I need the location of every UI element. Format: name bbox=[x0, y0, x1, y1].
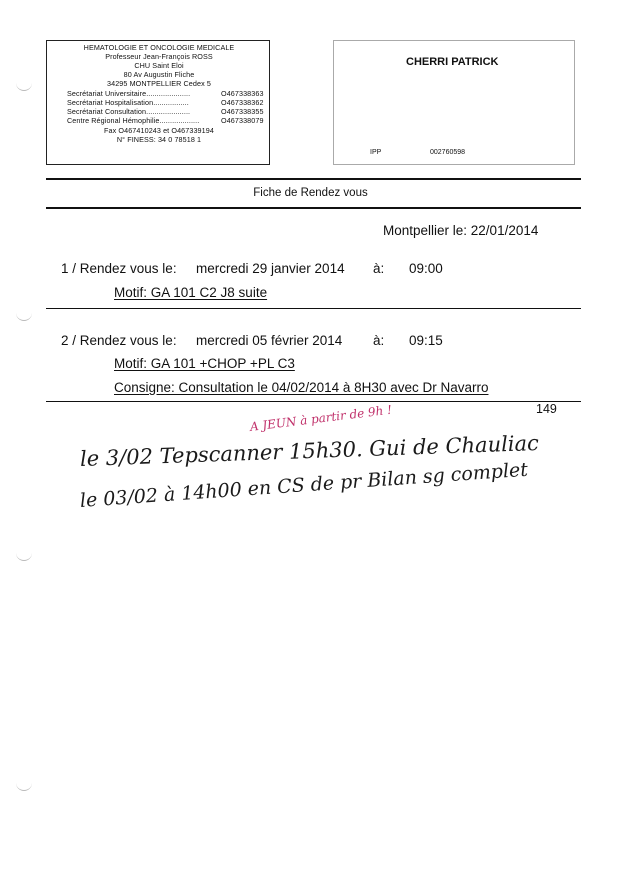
page-number: 149 bbox=[536, 402, 557, 416]
appointment-1-prefix: 1 / Rendez vous le: bbox=[61, 261, 177, 276]
appointment-divider bbox=[46, 308, 581, 309]
appointment-2-consigne: Consigne: Consultation le 04/02/2014 à 8H30 avec Dr Navarro bbox=[114, 380, 489, 395]
top-divider bbox=[46, 178, 581, 180]
patient-box bbox=[333, 40, 575, 165]
ipp-value: 002760598 bbox=[430, 149, 466, 156]
appointment-2-date: mercredi 05 février 2014 bbox=[196, 333, 343, 348]
hospital-professor: Professeur Jean-François ROSS bbox=[105, 52, 213, 61]
appointment-2-at: à: bbox=[373, 333, 385, 348]
bottom-divider bbox=[46, 401, 581, 402]
appointment-2-time: 09:15 bbox=[409, 333, 443, 348]
hospital-city: 34295 MONTPELLIER Cedex 5 bbox=[107, 79, 211, 88]
patient-name: CHERRI PATRICK bbox=[406, 56, 499, 68]
appointment-2-prefix: 2 / Rendez vous le: bbox=[61, 333, 177, 348]
punch-hole-mark bbox=[16, 82, 32, 91]
hospital-fax: Fax O467410243 et O467339194 bbox=[104, 126, 214, 135]
appointment-1-date: mercredi 29 janvier 2014 bbox=[196, 261, 345, 276]
appointment-1-motif: Motif: GA 101 C2 J8 suite bbox=[114, 285, 268, 300]
appointment-1-time: 09:00 bbox=[409, 261, 443, 276]
contact-label: Secrétariat Hospitalisation................. bbox=[67, 98, 189, 107]
hospital-street: 80 Av Augustin Fliche bbox=[123, 70, 195, 79]
handwritten-fasting-note: A JEUN à partir de 9h ! bbox=[249, 402, 393, 434]
punch-hole-mark bbox=[16, 312, 32, 321]
contact-phone: O467338363 bbox=[221, 89, 264, 98]
hospital-finess: N° FINESS: 34 0 78518 1 bbox=[116, 135, 202, 144]
contact-phone: O467338362 bbox=[221, 98, 264, 107]
title-divider bbox=[46, 207, 581, 209]
appointment-2-motif: Motif: GA 101 +CHOP +PL C3 bbox=[114, 356, 295, 371]
contact-phone: O467338355 bbox=[221, 107, 264, 116]
handwritten-scan-note: le 3/02 Tepscanner 15h30. Gui de Chauliac bbox=[79, 430, 540, 471]
contact-label: Secrétariat Consultation..................... bbox=[67, 107, 191, 116]
ipp-label: IPP bbox=[370, 149, 382, 156]
handwritten-consult-note: le 03/02 à 14h00 en CS de pr Bilan sg complet bbox=[79, 458, 529, 512]
punch-hole-mark bbox=[16, 552, 32, 561]
contact-label: Secrétariat Universitaire..................... bbox=[67, 89, 191, 98]
form-title: Fiche de Rendez vous bbox=[253, 187, 368, 199]
hospital-name: CHU Saint Eloi bbox=[134, 61, 184, 70]
hospital-header-box bbox=[46, 40, 270, 165]
contact-phone: O467338079 bbox=[221, 116, 264, 125]
hospital-department: HEMATOLOGIE ET ONCOLOGIE MEDICALE bbox=[83, 43, 235, 52]
contact-label: Centre Régional Hémophilie................... bbox=[67, 116, 200, 125]
punch-hole-mark bbox=[16, 782, 32, 791]
place-date: Montpellier le: 22/01/2014 bbox=[383, 223, 539, 238]
appointment-1-at: à: bbox=[373, 261, 385, 276]
